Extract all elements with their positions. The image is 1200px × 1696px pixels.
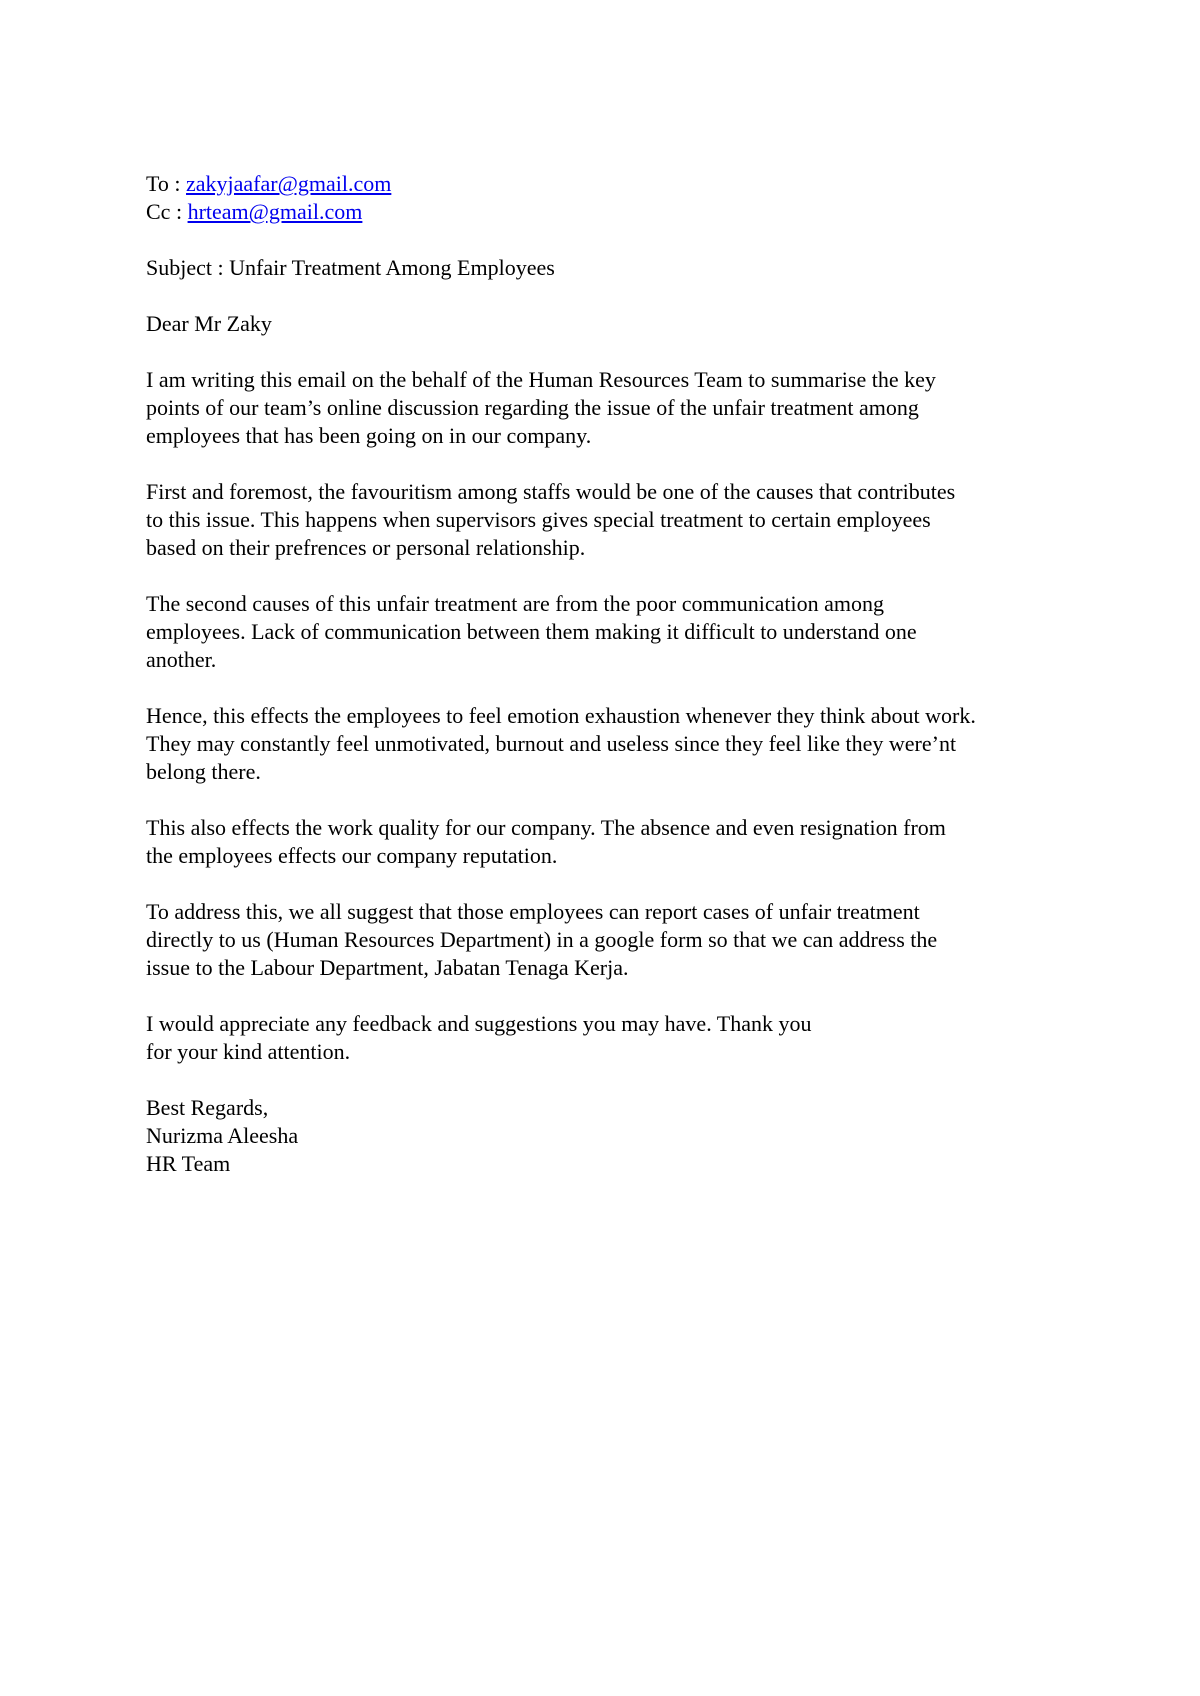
paragraph-communication <box>146 590 1086 674</box>
paragraph-suggestion <box>146 898 1086 982</box>
paragraph-favouritism <box>146 478 1086 562</box>
salutation-block <box>146 310 1086 338</box>
cc-label: Cc : <box>146 199 188 224</box>
to-label: To : <box>146 171 187 196</box>
paragraph-line: belong there. <box>146 759 261 784</box>
email-letter <box>146 170 1086 1178</box>
paragraph-work-quality <box>146 814 1086 870</box>
paragraph-line: issue to the Labour Department, Jabatan Tenaga Kerja. <box>146 955 629 980</box>
paragraph-line: for your kind attention. <box>146 1039 351 1064</box>
subject-block <box>146 254 1086 282</box>
paragraph-closing <box>146 1010 1086 1066</box>
signature-name: Nurizma Aleesha <box>146 1123 299 1148</box>
paragraph-line: The second causes of this unfair treatment are from the poor communication among <box>146 591 884 616</box>
signature-block <box>146 1094 1086 1178</box>
recipients-block <box>146 170 1086 226</box>
to-line <box>146 170 1086 198</box>
paragraph-line: based on their prefrences or personal relationship. <box>146 535 586 560</box>
paragraph-line: the employees effects our company reputation. <box>146 843 558 868</box>
paragraph-line: First and foremost, the favouritism among staffs would be one of the causes that contributes <box>146 479 956 504</box>
signature-team: HR Team <box>146 1151 231 1176</box>
signature-closing: Best Regards, <box>146 1095 269 1120</box>
subject-line: Subject : Unfair Treatment Among Employees <box>146 255 555 280</box>
cc-line <box>146 198 1086 226</box>
salutation: Dear Mr Zaky <box>146 311 272 336</box>
paragraph-line: Hence, this effects the employees to feel emotion exhaustion whenever they think about work. <box>146 703 976 728</box>
paragraph-line: employees that has been going on in our company. <box>146 423 592 448</box>
paragraph-line: They may constantly feel unmotivated, burnout and useless since they feel like they were’nt <box>146 731 957 756</box>
paragraph-line: I would appreciate any feedback and suggestions you may have. Thank you <box>146 1011 812 1036</box>
paragraph-line: This also effects the work quality for our company. The absence and even resignation from <box>146 815 946 840</box>
cc-email-link[interactable]: hrteam@gmail.com <box>187 199 363 224</box>
paragraph-line: points of our team’s online discussion regarding the issue of the unfair treatment among <box>146 395 919 420</box>
paragraph-line: I am writing this email on the behalf of the Human Resources Team to summarise the key <box>146 367 936 392</box>
paragraph-line: to this issue. This happens when supervisors gives special treatment to certain employees <box>146 507 931 532</box>
paragraph-line: To address this, we all suggest that those employees can report cases of unfair treatment <box>146 899 920 924</box>
paragraph-intro <box>146 366 1086 450</box>
paragraph-line: employees. Lack of communication between them making it difficult to understand one <box>146 619 917 644</box>
paragraph-effects <box>146 702 1086 786</box>
paragraph-line: another. <box>146 647 217 672</box>
paragraph-line: directly to us (Human Resources Department) in a google form so that we can address the <box>146 927 938 952</box>
to-email-link[interactable]: zakyjaafar@gmail.com <box>186 171 392 196</box>
